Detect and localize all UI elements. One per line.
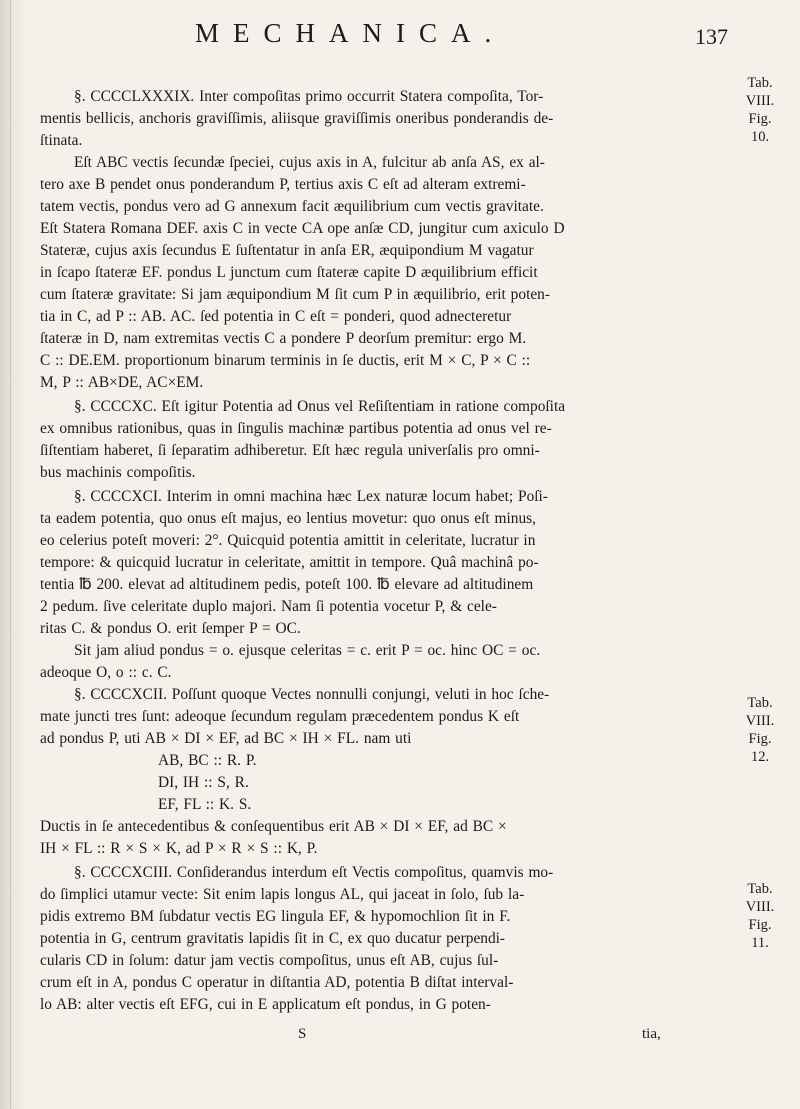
margin-note-fig-10: Tab. VIII. Fig. 10. xyxy=(745,75,775,145)
text-line: adeoque O, o :: c. C. xyxy=(40,664,172,681)
text-line: C :: DE.EM. proportionum binarum terminis in ſe ductis, erit M × C, P × C :: xyxy=(40,352,531,369)
text-line: ſtateræ in D, nam extremitas vectis C a pondere P deorſum premitur: ergo M. xyxy=(40,330,527,347)
text-line: do ſimplici utamur vecte: Sit enim lapis longus AL, qui jaceat in ſolo, ſub la- xyxy=(40,886,525,903)
text-line: EF, FL :: K. S. xyxy=(158,796,252,813)
text-line: ex omnibus rationibus, quas in ſingulis machinæ partibus potentia ad onus vel re- xyxy=(40,420,552,437)
text-line: Sit jam aliud pondus = o. ejusque celeritas = c. erit P = oc. hinc OC = oc. xyxy=(74,642,541,659)
text-line: Stateræ, cujus axis ſecundus E ſuſtentatur in anſa ER, æquipondium M vagatur xyxy=(40,242,534,259)
text-line: DI, IH :: S, R. xyxy=(158,774,249,791)
page-header xyxy=(40,18,760,58)
text-line: tentia ℔ 200. elevat ad altitudinem pedis, poteſt 100. ℔ elevare ad altitudinem xyxy=(40,576,534,593)
text-line: AB, BC :: R. P. xyxy=(158,752,257,769)
margin-note-fig-12: Tab. VIII. Fig. 12. xyxy=(745,695,775,765)
text-line: §. CCCCXCI. Interim in omni machina hæc Lex naturæ locum habet; Poſi- xyxy=(74,488,548,505)
text-line: Ductis in ſe antecedentibus & conſequentibus erit AB × DI × EF, ad BC × xyxy=(40,818,507,835)
book-page xyxy=(40,10,800,1100)
text-line: cum ſtateræ gravitate: Si jam æquipondium M ſit cum P in æquilibrio, erit poten- xyxy=(40,286,551,303)
text-line: §. CCCCLXXXIX. Inter compoſitas primo occurrit Statera compoſita, Tor- xyxy=(74,88,544,105)
page-number: 137 xyxy=(695,24,728,49)
text-line: potentia in G, centrum gravitatis lapidis ſit in C, ex quo ducatur perpendi- xyxy=(40,930,506,947)
text-line: ſtinata. xyxy=(40,132,83,149)
margin-note-fig-11: Tab. VIII. Fig. 11. xyxy=(745,881,775,951)
text-line: §. CCCCXC. Eſt igitur Potentia ad Onus vel Reſiſtentiam in ratione compoſita xyxy=(74,398,566,415)
text-line: Eſt Statera Romana DEF. axis C in vecte CA ope anſæ CD, jungitur cum axiculo D xyxy=(40,220,565,237)
binding-line xyxy=(10,0,11,1109)
text-line: cularis CD in ſolum: datur jam vectis compoſitus, unus eſt AB, cujus ſul- xyxy=(40,952,499,969)
page-gutter xyxy=(0,0,26,1109)
text-line: in ſcapo ſtateræ EF. pondus L junctum cum ſtateræ capite D æquilibrium efficit xyxy=(40,264,538,281)
text-line: bus machinis compoſitis. xyxy=(40,464,196,481)
text-line: §. CCCCXCIII. Conſiderandus interdum eſt Vectis compoſitus, quamvis mo- xyxy=(74,864,554,881)
text-line: §. CCCCXCII. Poſſunt quoque Vectes nonnulli conjungi, veluti in hoc ſche- xyxy=(74,686,550,703)
text-line: ta eadem potentia, quo onus eſt majus, eo lentius movetur: quo onus eſt minus, xyxy=(40,510,537,527)
text-line: IH × FL :: R × S × K, ad P × R × S :: K, P. xyxy=(40,840,318,857)
running-title: MECHANICA. xyxy=(195,18,506,48)
text-line: Eſt ABC vectis ſecundæ ſpeciei, cujus axis in A, fulcitur ab anſa AS, ex al- xyxy=(74,154,545,171)
text-line: 2 pedum. ſive celeritate duplo majori. Nam ſi potentia vocetur P, & cele- xyxy=(40,598,497,615)
text-line: mate juncti tres ſunt: adeoque ſecundum regulam præcedentem pondus K eſt xyxy=(40,708,520,725)
signature-mark: S xyxy=(298,1026,307,1042)
text-line: tempore: & quicquid lucratur in celeritate, amittit in tempore. Quâ machinâ po- xyxy=(40,554,539,571)
text-line: M, P :: AB×DE, AC×EM. xyxy=(40,374,204,391)
text-line: mentis bellicis, anchoris graviſſimis, aliisque graviſſimis oneribus ponderandis de- xyxy=(40,110,554,127)
text-line: ad pondus P, uti AB × DI × EF, ad BC × IH × FL. nam uti xyxy=(40,730,412,747)
text-line: ritas C. & pondus O. erit ſemper P = OC. xyxy=(40,620,301,637)
text-line: lo AB: alter vectis eſt EFG, cui in E applicatum eſt pondus, in G poten- xyxy=(40,996,491,1013)
text-line: eo celerius poteſt moveri: 2°. Quicquid potentia amittit in celeritate, lucratur in xyxy=(40,532,536,549)
text-line: pidis extremo BM ſubdatur vectis EG lingula EF, & hypomochlion ſit in F. xyxy=(40,908,511,925)
text-line: crum eſt in A, pondus C operatur in diſtantia AD, potentia B diſtat interval- xyxy=(40,974,514,991)
text-line: tatem vectis, pondus vero ad G annexum facit æquilibrium cum vectis gravitate. xyxy=(40,198,544,215)
text-line: tero axe B pendet onus ponderandum P, tertius axis C eſt ad alteram extremi- xyxy=(40,176,526,193)
catchword: tia, xyxy=(642,1026,661,1042)
text-line: ſiſtentiam haberet, ſi ſeparatim adhiberetur. Eſt hæc regula univerſalis pro omni- xyxy=(40,442,540,459)
text-line: tia in C, ad P :: AB. AC. ſed potentia in C eſt = ponderi, quod adnecteretur xyxy=(40,308,512,325)
